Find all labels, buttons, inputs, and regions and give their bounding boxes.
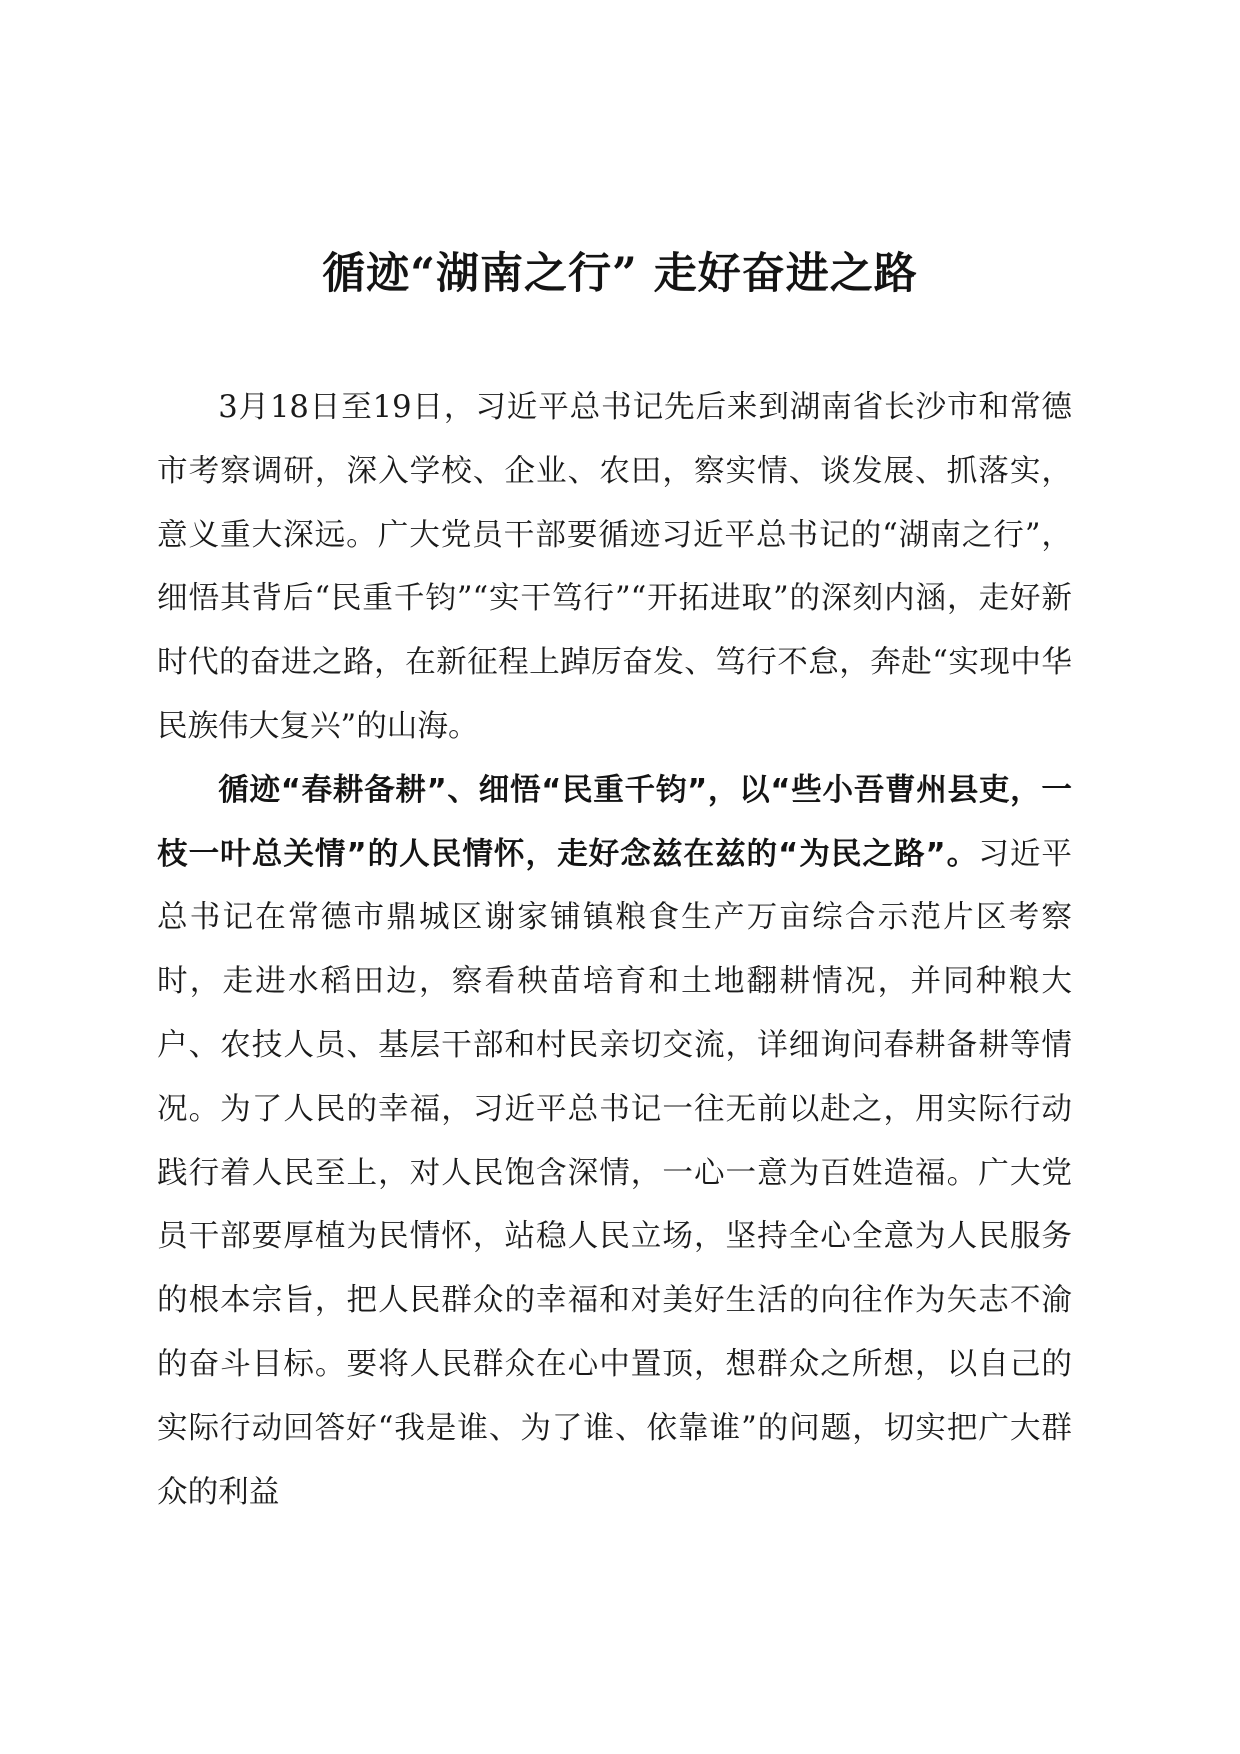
- paragraph-section-one: [157, 759, 1072, 1525]
- paragraph-intro: [157, 376, 1072, 759]
- document-title: 循迹“湖南之行” 走好奋进之路: [322, 249, 918, 299]
- paragraph-text: 习近平总书记在常德市鼎城区谢家铺镇粮食生产万亩综合示范片区考察时，走进水稻田边，察看秧苗培育和土地翻耕情况，并同种粮大户、农技人员、基层干部和村民亲切交流，详细询问春耕备耕等情况。为了人民的幸福，习近平总书记一往无前以赴之，用实际行动践行着人民至上，对人民饱含深情，一心一意为百姓造福。广大党员干部要厚植为民情怀，站稳人民立场，坚持全心全意为人民服务的根本宗旨，把人民群众的幸福和对美好生活的向往作为矢志不渝的奋斗目标。要将人民群众在心中置顶，想群众之所想，以自己的实际行动回答好“我是谁、为了谁、依靠谁”的问题，切实把广大群众的利益: [157, 836, 1072, 1510]
- paragraph-text: 3月18日至19日，习近平总书记先后来到湖南省长沙市和常德市考察调研，深入学校、企业、农田，察实情、谈发展、抓落实，意义重大深远。广大党员干部要循迹习近平总书记的“湖南之行”，细悟其背后“民重千钧”“实干笃行”“开拓进取”的深刻内涵，走好新时代的奋进之路，在新征程上踔厉奋发、笃行不怠，奔赴“实现中华民族伟大复兴”的山海。: [157, 390, 1072, 744]
- paragraph-lead-heading: 循迹“春耕备耕”、细悟“民重千钧”，以“些小吾曹州县吏，一枝一叶总关情”的人民情怀，走好念兹在兹的“为民之路”。: [157, 772, 1072, 872]
- document-body: [157, 376, 1072, 1524]
